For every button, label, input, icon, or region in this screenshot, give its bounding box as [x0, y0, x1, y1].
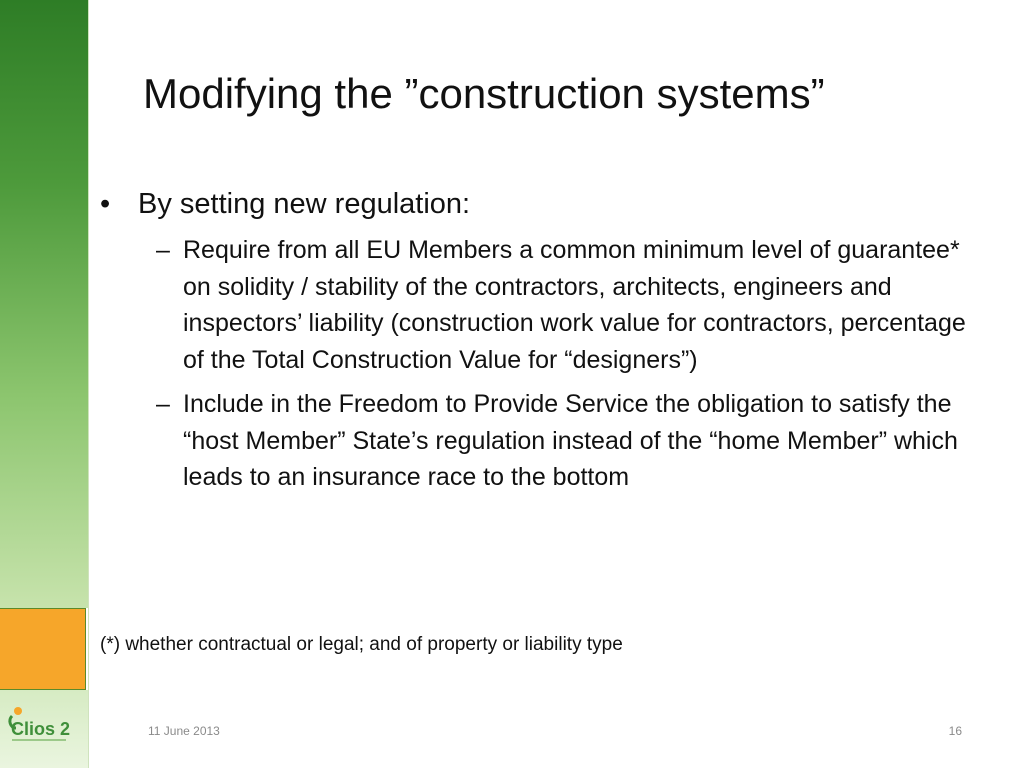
footer-date: 11 June 2013 — [148, 724, 220, 738]
logo-text: Clios 2 — [11, 719, 71, 739]
sub-bullet-text: Include in the Freedom to Provide Service the obligation to satisfy the “host Member” State’s regulation instead of the “home Member” which leads to an insurance race to the bottom — [183, 390, 958, 491]
sub-bullet-text: Require from all EU Members a common minimum level of guarantee* on solidity / stability of the contractors, architects, engineers and inspectors’ liability (construction work value for contractors, percentage of the Total Construction Value for “designers”) — [183, 236, 966, 374]
sub-bullet-marker: – — [156, 390, 170, 418]
footnote: (*) whether contractual or legal; and of property or liability type — [100, 634, 623, 655]
sub-bullet-item — [100, 386, 980, 496]
sub-bullet-item — [100, 232, 980, 378]
slide-title: Modifying the ”construction systems” — [143, 70, 825, 117]
sub-bullet-marker: – — [156, 236, 170, 264]
bullet-marker: • — [100, 188, 111, 220]
sidebar-divider — [88, 0, 89, 768]
sidebar-gradient — [0, 0, 88, 608]
sidebar-orange-block — [0, 608, 86, 690]
logo-dot-icon — [14, 707, 22, 715]
clios-logo — [4, 702, 76, 744]
bullet-text: By setting new regulation: — [138, 188, 471, 220]
page-number: 16 — [948, 724, 962, 738]
slide-body — [100, 184, 980, 496]
bullet-item — [100, 184, 980, 224]
